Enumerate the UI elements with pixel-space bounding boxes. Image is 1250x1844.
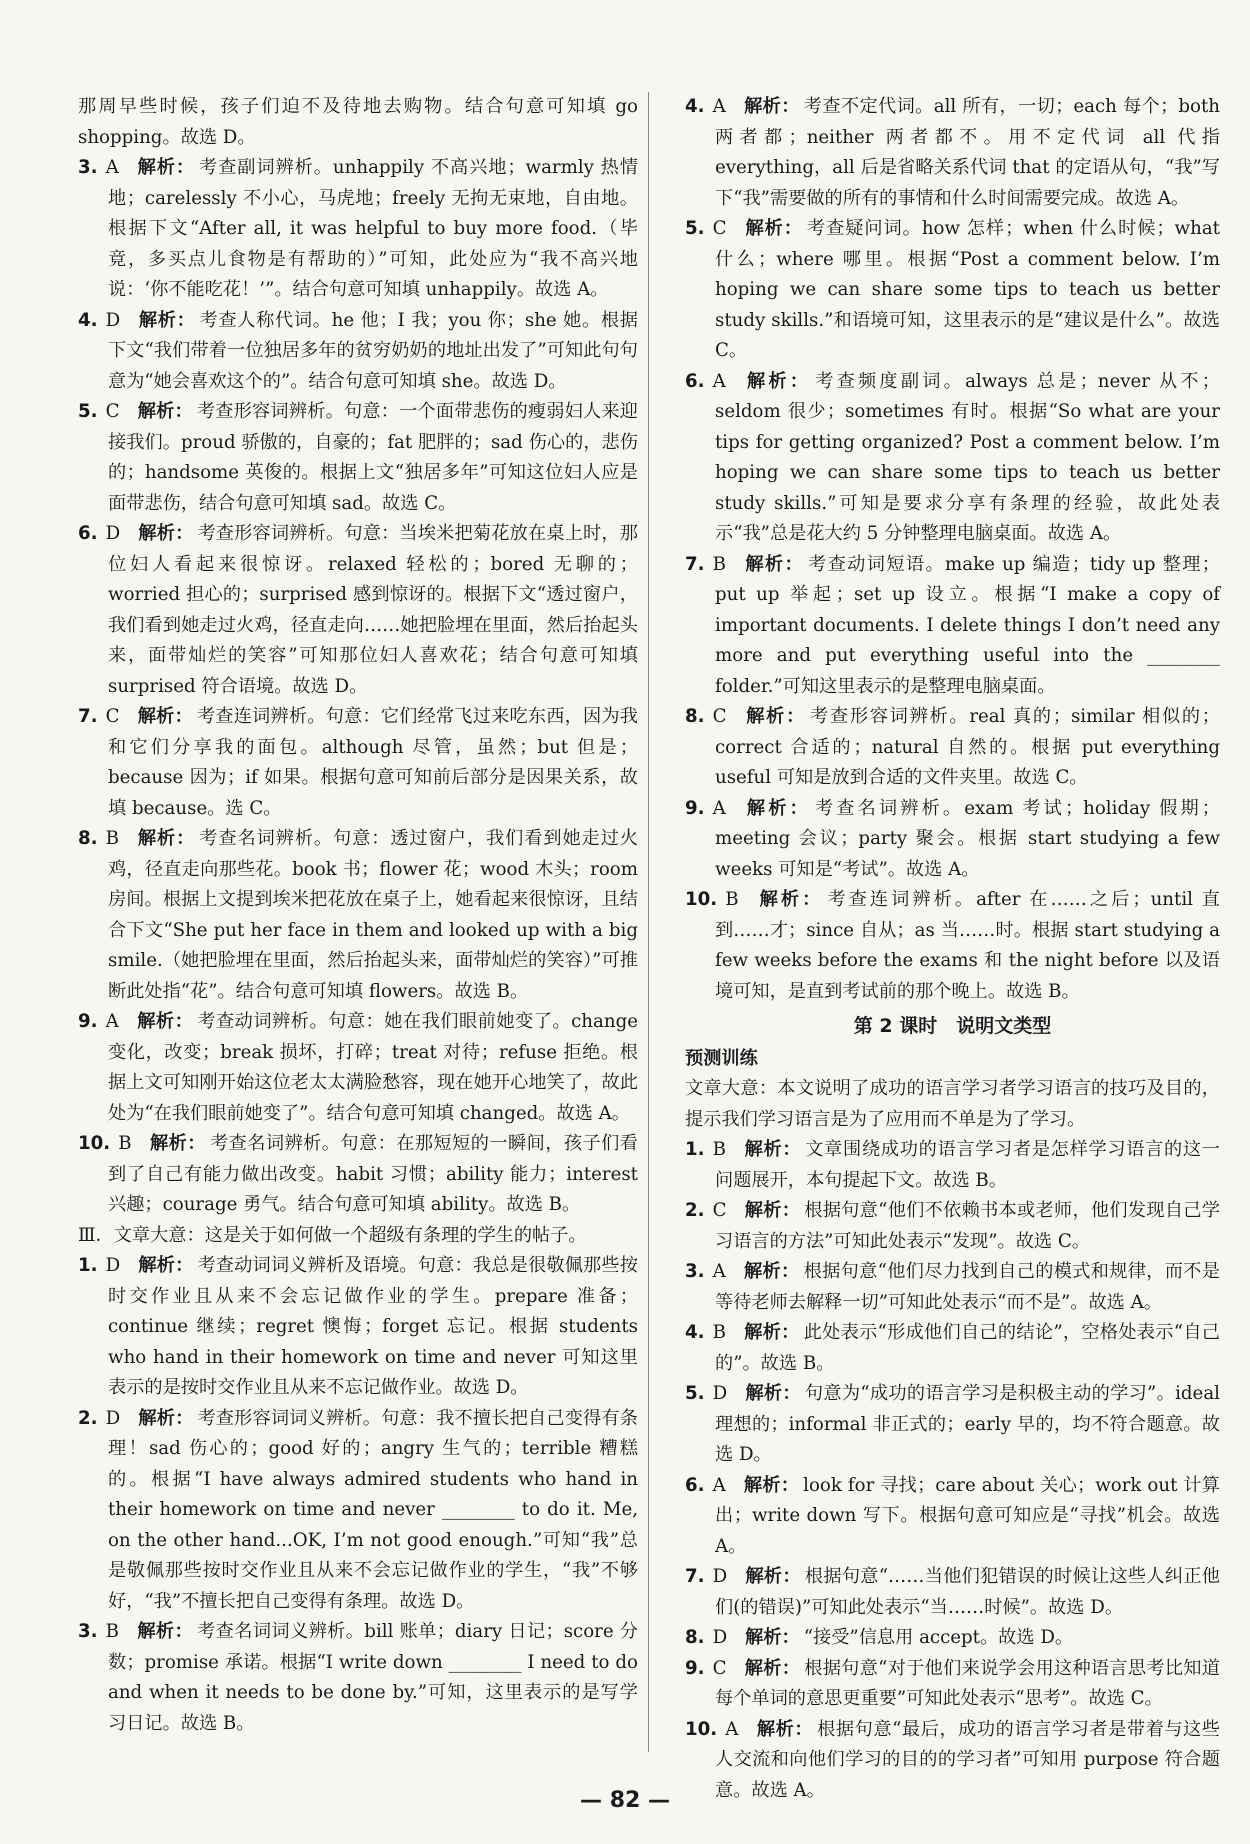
item-number: 2.	[78, 1407, 98, 1429]
analysis-tag: 解析：	[744, 1657, 801, 1679]
answer-item	[685, 550, 1220, 703]
item-explanation: 根据句意“对于他们来说学会用这种语言思考比知道每个单词的意思更重要”可知此处表示“思考”。故选 C。	[715, 1657, 1220, 1709]
answer-item	[78, 1404, 638, 1618]
item-number: 10.	[685, 1718, 718, 1740]
right-column	[685, 92, 1220, 1806]
item-explanation: 考查动词词义辨析及语境。句意：我总是很敬佩那些按时交作业且从来不会忘记做作业的学生。prepare 准备；continue 继续；regret 懊悔；forget 忘记。根据 students who hand in their homework on time and never 可知这里表示的是按时交作业且从来不忘记做作业。故选 D。	[108, 1255, 638, 1398]
analysis-tag: 解析：	[137, 401, 193, 422]
item-answer: A	[105, 157, 119, 178]
lesson-heading: 第 2 课时 说明文类型	[853, 1015, 1052, 1037]
item-number: 10.	[685, 889, 718, 910]
item-number: 6.	[685, 370, 705, 392]
item-answer: A	[712, 1261, 726, 1282]
item-answer: B	[712, 1322, 726, 1343]
answer-item	[78, 397, 638, 519]
item-number: 9.	[78, 1011, 98, 1032]
answer-item	[78, 702, 638, 824]
item-number: 3.	[78, 157, 98, 178]
item-explanation: 考查形容词词义辨析。句意：我不擅长把自己变得有条理！sad 伤心的；good 好的；angry 生气的；terrible 糟糕的。根据“I have always admired students who hand in their homework on time and never ________ to do it. Me, on the other hand...OK, I’m not good enough.”可知“我”总是敬佩那些按时交作业且从来不会忘记做作业的学生，“我”不够好，“我”不擅长把自己变得有条理。故选 D。	[108, 1407, 638, 1612]
analysis-tag: 解析：	[743, 1322, 800, 1343]
answer-item	[78, 153, 638, 306]
item-answer: B	[712, 553, 726, 575]
item-explanation: 考查形容词辨析。句意：当埃米把菊花放在桌上时，那位妇人看起来很惊讶。relaxed 轻松的；bored 无聊的；worried 担心的；surprised 感到惊讶的。根据下文“透过窗户，我们看到她走过火鸡，径直走向……她把脸埋在里面，然后抬起头来，面带灿烂的笑容”可知那位妇人喜欢花；结合句意可知填 surprised 符合语境。故选 D。	[108, 523, 638, 697]
item-answer: C	[712, 1657, 727, 1679]
analysis-tag: 解析：	[149, 1133, 206, 1154]
item-number: 7.	[78, 706, 98, 727]
answer-item	[685, 1623, 1220, 1654]
answer-item	[685, 1379, 1220, 1471]
analysis-tag: 解析：	[136, 1621, 194, 1642]
analysis-tag: 解析：	[745, 1627, 800, 1648]
analysis-tag: 解析：	[743, 370, 812, 392]
answer-item	[685, 367, 1220, 550]
answer-item	[685, 1471, 1220, 1563]
item-explanation: 考查名词辨析。exam 考试；holiday 假期；meeting 会议；party 聚会。根据 start studying a few weeks 可知是“考试”。故选 A。	[715, 797, 1220, 880]
analysis-tag: 解析：	[743, 1261, 800, 1282]
item-explanation: 此处表示“形成他们自己的结论”，空格处表示“自己的”。故选 B。	[715, 1322, 1220, 1374]
answer-item	[78, 306, 638, 398]
item-number: 5.	[685, 1383, 705, 1404]
column-divider	[648, 92, 649, 1752]
analysis-tag: 解析：	[745, 1383, 801, 1404]
item-answer: C	[105, 706, 120, 727]
item-number: 3.	[685, 1261, 705, 1282]
item-number: 6.	[685, 1474, 705, 1496]
answer-item	[78, 1617, 638, 1739]
analysis-tag: 解析：	[136, 157, 196, 178]
item-answer: C	[105, 401, 120, 422]
item-answer: D	[105, 1255, 121, 1276]
answer-item	[685, 1318, 1220, 1379]
answer-item	[685, 214, 1220, 367]
item-answer: D	[105, 1407, 121, 1429]
item-explanation: 考查连词辨析。after 在……之后；until 直到……才；since 自从；as 当……时。根据 start studying a few weeks before the exams 和 the night before 以及语境可知，是直到考试前的那个晚上。故选 B。	[715, 889, 1220, 1002]
item-number: 2.	[685, 1200, 705, 1221]
item-answer: C	[712, 218, 727, 239]
answer-item	[685, 794, 1220, 886]
item-explanation: 考查连词辨析。句意：它们经常飞过来吃东西，因为我和它们分享我的面包。although 尽管，虽然；but 但是；because 因为；if 如果。根据句意可知前后部分是因果关系，故填 because。选 C。	[108, 706, 638, 819]
item-explanation: “接受”信息用 accept。故选 D。	[803, 1627, 1074, 1648]
answer-item	[685, 702, 1220, 794]
item-explanation: 根据句意“他们不依赖书本或老师，他们发现自己学习语言的方法”可知此处表示“发现”。故选 C。	[715, 1200, 1220, 1252]
answer-item	[685, 1257, 1220, 1318]
item-explanation: look for 寻找；care about 关心；work out 计算出；write down 写下。根据句意可知应是“寻找”机会。故选 A。	[715, 1474, 1220, 1557]
item-explanation: 考查动词短语。make up 编造；tidy up 整理；put up 举起；set up 设立。根据“I make a copy of important documents. I delete things I don’t need any more and put everything useful into the ________ folder.”可知这里表示的是整理电脑桌面。	[715, 553, 1220, 697]
analysis-tag: 解析：	[743, 553, 805, 575]
paragraph: Ⅲ．文章大意：这是关于如何做一个超级有条理的学生的帖子。	[78, 1224, 587, 1246]
item-number: 8.	[685, 706, 705, 727]
answer-item	[685, 1654, 1220, 1715]
item-answer: A	[712, 370, 726, 392]
item-number: 7.	[685, 553, 705, 575]
item-explanation: 考查名词辨析。句意：透过窗户，我们看到她走过火鸡，径直走向那些花。book 书；flower 花；wood 木头；room 房间。根据上文提到埃米把花放在桌子上，她看起来很惊讶，且结合下文“She put her face in them and looked up with a big smile.（她把脸埋在里面，然后抬起头来，面带灿烂的笑容）”可推断此处指“花”。结合句意可知填 flowers。故选 B。	[108, 828, 638, 1002]
item-answer: D	[712, 1383, 728, 1404]
answer-item	[78, 519, 638, 702]
item-number: 1.	[685, 1139, 705, 1160]
item-answer: D	[712, 1566, 728, 1587]
item-number: 9.	[685, 1657, 705, 1679]
analysis-tag: 解析：	[743, 797, 811, 819]
item-explanation: 考查形容词辨析。real 真的；similar 相似的；correct 合适的；natural 自然的。根据 put everything useful 可知是放到合适的文件夹里。故选 C。	[715, 706, 1220, 788]
item-number: 4.	[685, 96, 705, 117]
analysis-tag: 解析：	[743, 1139, 802, 1160]
answer-item	[685, 92, 1220, 214]
item-explanation: 句意为“成功的语言学习是积极主动的学习”。ideal 理想的；informal 非正式的；early 早的，均不符合题意。故选 D。	[715, 1383, 1220, 1465]
analysis-tag: 解析：	[136, 1011, 194, 1032]
analysis-tag: 解析：	[744, 218, 803, 239]
item-explanation: 根据句意“他们尽力找到自己的模式和规律，而不是等待老师去解释一切”可知此处表示“而不是”。故选 A。	[715, 1261, 1220, 1313]
page-number: — 82 —	[580, 1788, 670, 1813]
item-number: 4.	[685, 1322, 705, 1343]
item-answer: D	[712, 1627, 728, 1648]
item-answer: A	[105, 1011, 119, 1032]
item-number: 1.	[78, 1255, 98, 1276]
analysis-tag: 解析：	[138, 523, 194, 544]
answer-item	[78, 824, 638, 1007]
section-heading: 预测训练	[685, 1047, 758, 1069]
analysis-tag: 解析：	[756, 1718, 814, 1740]
item-number: 10.	[78, 1133, 111, 1154]
item-number: 3.	[78, 1621, 98, 1642]
analysis-tag: 解析：	[745, 1566, 801, 1587]
analysis-tag: 解析：	[138, 309, 196, 331]
item-explanation: 考查副词辨析。unhappily 不高兴地；warmly 热情地；carelessly 不小心，马虎地；freely 无拘无束地，自由地。根据下文“After all, it was helpful to buy more food.（毕竟，多买点儿食物是有帮助的）”可知，此处应为“我不高兴地说：‘你不能吃花！’”。结合句意可知填 unhappily。故选 A。	[108, 157, 638, 300]
item-explanation: 文章围绕成功的语言学习者是怎样学习语言的这一问题展开，本句提起下文。故选 B。	[715, 1139, 1220, 1191]
item-answer: A	[712, 96, 726, 117]
item-explanation: 考查动词辨析。句意：她在我们眼前她变了。change 变化，改变；break 损坏，打碎；treat 对待；refuse 拒绝。根据上文可知刚开始这位老太太满脸愁容，现在她开心地笑了，故此处为“在我们眼前她变了”。结合句意可知填 changed。故选 A。	[108, 1011, 638, 1124]
item-answer: B	[712, 1139, 726, 1160]
analysis-tag: 解析：	[744, 1200, 801, 1221]
item-number: 9.	[685, 797, 705, 819]
item-answer: D	[105, 309, 121, 331]
answer-item	[685, 1196, 1220, 1257]
analysis-tag: 解析：	[744, 706, 806, 727]
answer-item	[78, 1129, 638, 1221]
item-answer: A	[712, 797, 726, 819]
item-explanation: 考查疑问词。how 怎样；when 什么时候；what 什么；where 哪里。根据“Post a comment below. I’m hoping we can share some tips to teach us better study skills.”和语境可知，这里表示的是“建议是什么”。故选 C。	[715, 218, 1220, 361]
item-number: 7.	[685, 1566, 705, 1587]
item-answer: B	[118, 1133, 132, 1154]
answer-item	[685, 1135, 1220, 1196]
paragraph: 文章大意：本文说明了成功的语言学习者学习语言的技巧及目的，提示我们学习语言是为了应用而不单是为了学习。	[685, 1078, 1220, 1130]
item-number: 6.	[78, 523, 98, 544]
item-explanation: 根据句意“……当他们犯错误的时候让这些人纠正他们(的错误)”可知此处表示“当……时候”。故选 D。	[715, 1566, 1220, 1618]
analysis-tag: 解析：	[756, 889, 824, 910]
analysis-tag: 解析：	[138, 1407, 194, 1429]
analysis-tag: 解析：	[137, 706, 193, 727]
paragraph: 那周早些时候，孩子们迫不及待地去购物。结合句意可知填 go shopping。故选 D。	[78, 96, 638, 148]
item-answer: B	[105, 1621, 119, 1642]
item-answer: D	[105, 523, 121, 544]
item-answer: C	[712, 706, 727, 727]
item-number: 8.	[78, 828, 98, 849]
analysis-tag: 解析：	[138, 1255, 194, 1276]
item-number: 5.	[78, 401, 98, 422]
item-explanation: 考查不定代词。all 所有，一切；each 每个；both 两者都；neither 两者都不。用不定代词 all 代指 everything，all 后是省略关系代词 that 的定语从句，“我”写下“我”需要做的所有的事情和什么时间需要完成。故选 A。	[715, 96, 1220, 209]
item-answer: B	[105, 828, 119, 849]
analysis-tag: 解析：	[743, 1474, 800, 1496]
item-explanation: 考查频度副词。always 总是；never 从不；seldom 很少；sometimes 有时。根据“So what are your tips for getting organized? Post a comment below. I’m hoping we can share some tips to teach us better study skills.”可知是要求分享有条理的经验，故此处表示“我”总是花大约 5 分钟整理电脑桌面。故选 A。	[715, 370, 1220, 544]
analysis-tag: 解析：	[743, 96, 800, 117]
item-answer: A	[725, 1718, 739, 1740]
item-number: 5.	[685, 218, 705, 239]
answer-item	[685, 1562, 1220, 1623]
item-answer: B	[725, 889, 739, 910]
answer-item	[78, 1007, 638, 1129]
item-explanation: 考查形容词辨析。句意：一个面带悲伤的瘦弱妇人来迎接我们。proud 骄傲的，自豪的；fat 肥胖的；sad 伤心的，悲伤的；handsome 英俊的。根据上文“独居多年”可知这位妇人应是面带悲伤，结合句意可知填 sad。故选 C。	[108, 401, 638, 514]
left-column	[78, 92, 638, 1739]
item-explanation: 根据句意“最后，成功的语言学习者是带着与这些人交流和向他们学习的目的的学习者”可知用 purpose 符合题意。故选 A。	[715, 1718, 1220, 1801]
item-number: 4.	[78, 309, 98, 331]
answer-item	[685, 885, 1220, 1007]
item-answer: C	[712, 1200, 727, 1221]
item-explanation: 考查名词词义辨析。bill 账单；diary 日记；score 分数；promise 承诺。根据“I write down ________ I need to do and when it needs to be done by.”可知，这里表示的是写学习日记。故选 B。	[108, 1621, 638, 1734]
analysis-tag: 解析：	[136, 828, 196, 849]
item-number: 8.	[685, 1627, 705, 1648]
item-explanation: 考查人称代词。he 他；I 我；you 你；she 她。根据下文“我们带着一位独居多年的贫穷奶奶的地址出发了”可知此句句意为“她会喜欢这个的”。结合句意可知填 she。故选 D。	[108, 309, 638, 392]
item-answer: A	[712, 1474, 726, 1496]
answer-item	[78, 1251, 638, 1404]
item-explanation: 考查名词辨析。句意：在那短短的一瞬间，孩子们看到了自己有能力做出改变。habit 习惯；ability 能力；interest 兴趣；courage 勇气。结合句意可知填 ability。故选 B。	[108, 1133, 638, 1215]
